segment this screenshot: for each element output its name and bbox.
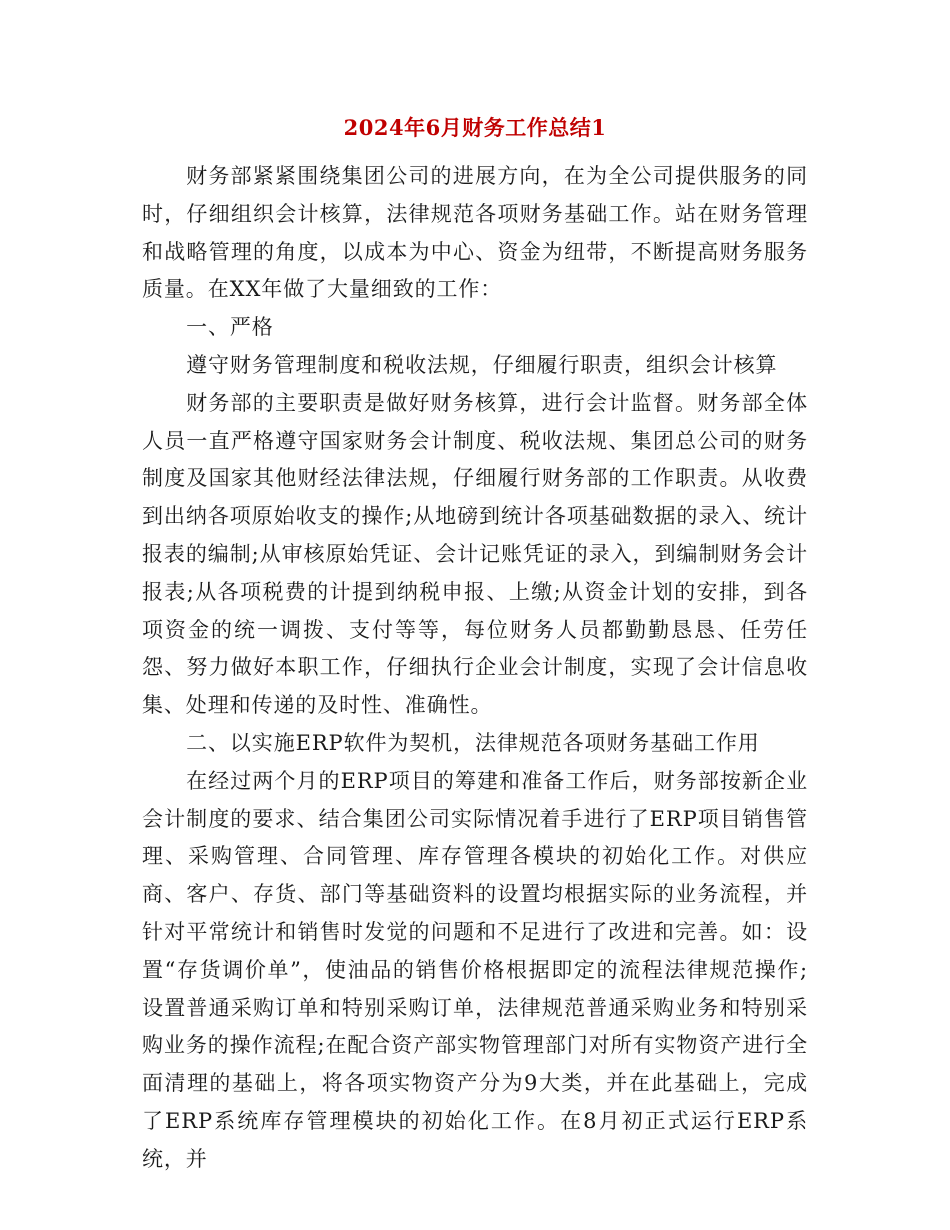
paragraph-erp: 在经过两个月的ERP项目的筹建和准备工作后，财务部按新企业会计制度的要求、结合集团公司实际情况着手进行了ERP项目销售管理、采购管理、合同管理、库存管理各模块的初始化工作。对供应商、客户、存货、部门等基础资料的设置均根据实际的业务流程，并针对平常统计和销售时发觉的问题和不足进行了改进和完善。如：设置“存货调价单”，使油品的销售价格根据即定的流程法律规范操作;设置普通采购订单和特别采购订单，法律规范普通采购业务和特别采购业务的操作流程;在配合资产部实物管理部门对所有实物资产进行全面清理的基础上，将各项实物资产分为9大类，并在此基础上，完成了ERP系统库存管理模块的初始化工作。在8月初正式运行ERP系统，并: [142, 768, 808, 1171]
document-body: [142, 158, 808, 1179]
section-heading-1: 一、严格: [186, 315, 274, 340]
section-subheading-1: 遵守财务管理制度和税收法规，仔细履行职责，组织会计核算: [186, 352, 778, 377]
section-heading-2: 二、以实施ERP软件为契机，法律规范各项财务基础工作用: [186, 730, 760, 755]
paragraph-duties: 财务部的主要职责是做好财务核算，进行会计监督。财务部全体人员一直严格遵守国家财务会计制度、税收法规、集团总公司的财务制度及国家其他财经法律法规，仔细履行财务部的工作职责。从收费到出纳各项原始收支的操作;从地磅到统计各项基础数据的录入、统计报表的编制;从审核原始凭证、会计记账凭证的录入，到编制财务会计报表;从各项税费的计提到纳税申报、上缴;从资金计划的安排，到各项资金的统一调拨、支付等等，每位财务人员都勤勤恳恳、任劳任怨、努力做好本职工作，仔细执行企业会计制度，实现了会计信息收集、处理和传递的及时性、准确性。: [142, 390, 808, 718]
paragraph-intro: 财务部紧紧围绕集团公司的进展方向，在为全公司提供服务的同时，仔细组织会计核算，法律规范各项财务基础工作。站在财务管理和战略管理的角度，以成本为中心、资金为纽带，不断提高财务服务质量。在XX年做了大量细致的工作：: [142, 164, 808, 302]
document-title: 2024年6月财务工作总结1: [343, 115, 607, 140]
